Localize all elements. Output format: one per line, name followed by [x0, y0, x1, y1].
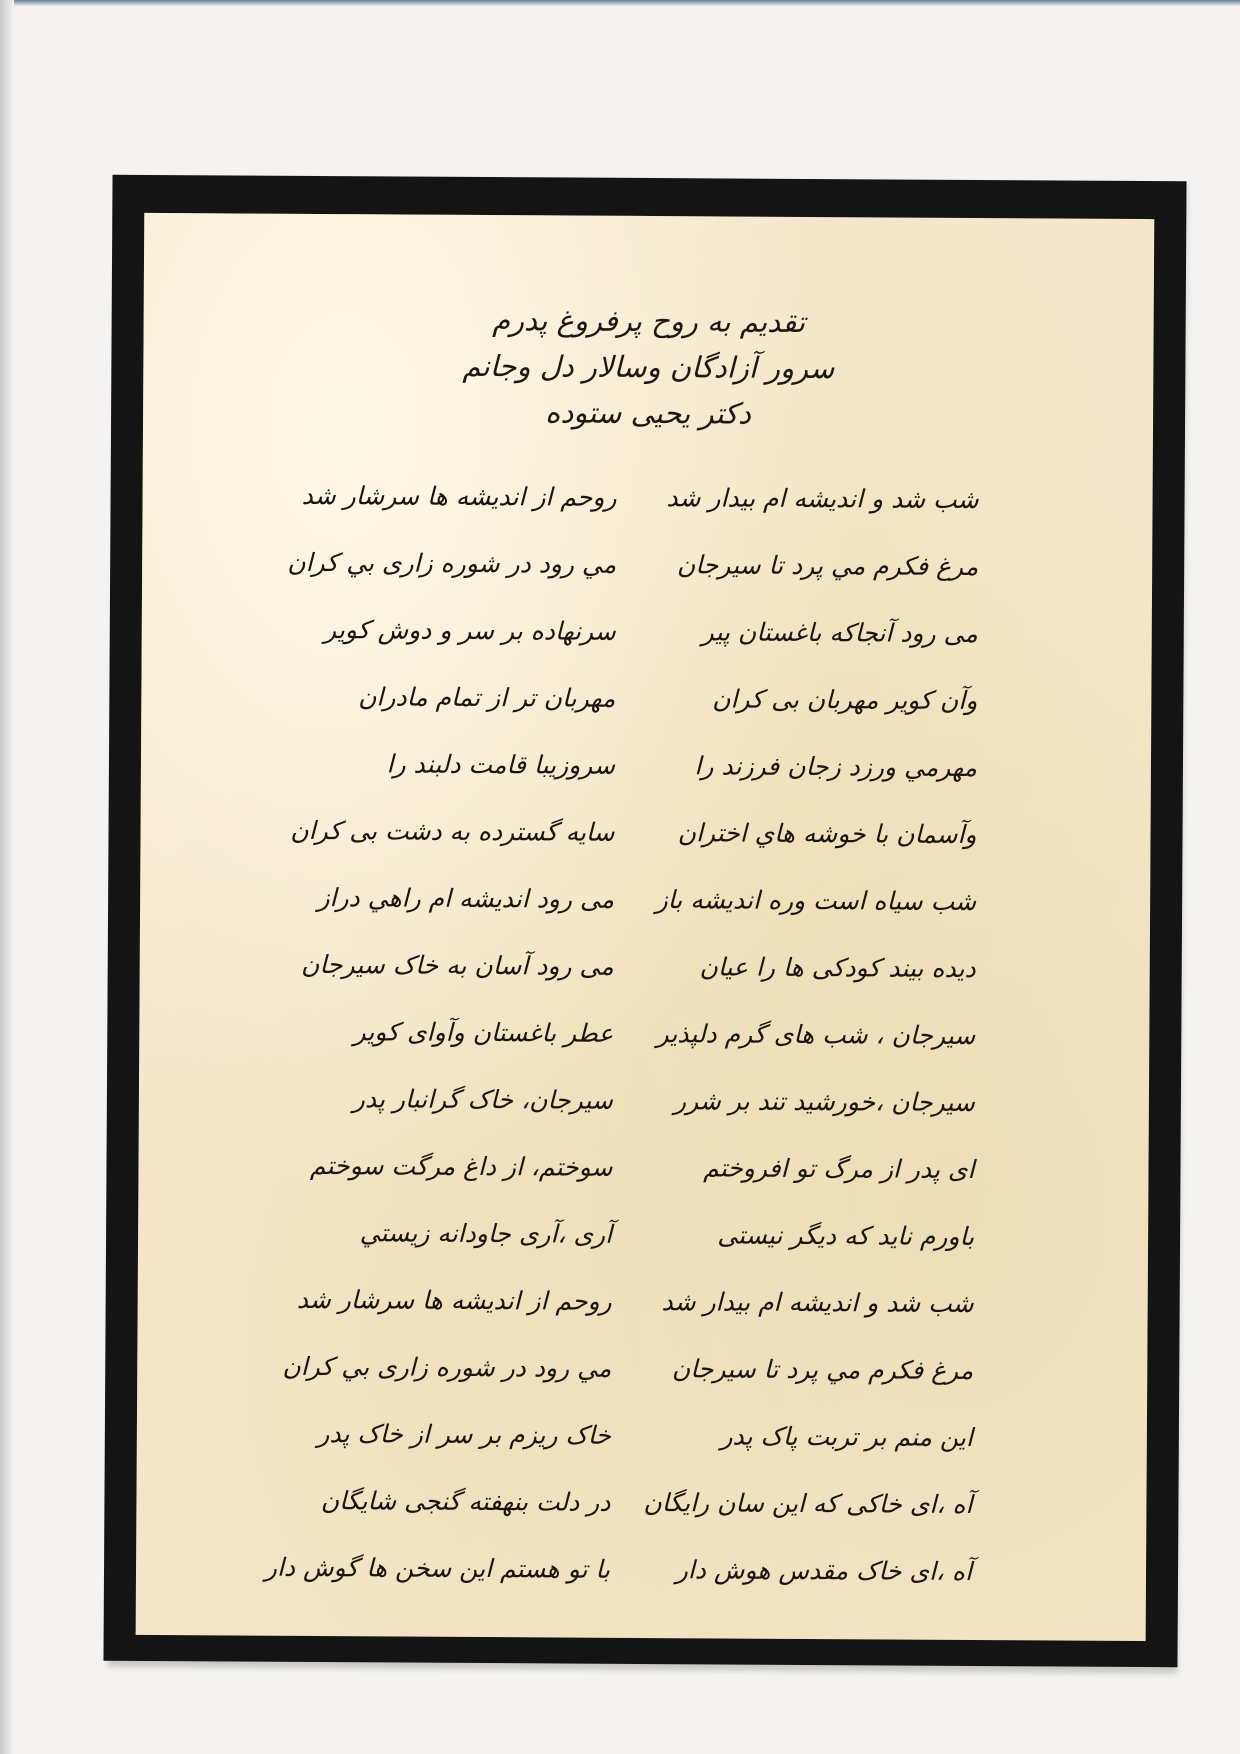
verse-right: شب شد و اندیشه ام بیدار شد: [661, 1287, 974, 1319]
parchment-panel: [136, 213, 1155, 1641]
verse-right: سیرجان ، شب های گرم دلپذیر: [656, 1019, 976, 1051]
verse-left: سایه گسترده به دشت بی کران: [290, 815, 615, 847]
verse-right: وآن کویر مهربان بی کران: [712, 684, 978, 716]
verse-left: روحم از اندیشه ها سرشار شد: [296, 1284, 612, 1316]
verse-right: شب شد و اندیشه ام بیدار شد: [666, 483, 979, 515]
verse-left: سروزیبا قامت دلبند را: [386, 749, 616, 780]
verse-left: با تو هستم این سخن ها گوش دار: [264, 1552, 611, 1584]
verse-left: سرنهاده بر سر و دوش کویر: [324, 615, 616, 646]
scan-left-edge: [0, 0, 14, 1754]
dedication-heading: [143, 295, 1154, 439]
dedication-line-3: دکتر یحیی ستوده: [545, 395, 752, 431]
verse-left: مي رود در شوره زاری بي کران: [287, 547, 617, 579]
verse-left: عطر باغستان وآوای کویر: [353, 1017, 614, 1048]
verse-right: دیده بیند کودکی ها را عیان: [699, 952, 976, 984]
dedication-line-2: سرور آزادگان وسالار دل وجانم: [462, 348, 835, 386]
verse-right: باورم ناید که دیگر نیستی: [717, 1220, 975, 1252]
verse-right: وآسمان با خوشه هاي اختران: [677, 818, 977, 850]
verse-left: روحم از اندیشه ها سرشار شد: [301, 480, 617, 512]
verse-left: می رود آسان به خاک سیرجان: [300, 949, 614, 981]
poem-verses: [264, 462, 1003, 1605]
dedication-line-1: تقدیم به روح پرفروغ پدرم: [492, 303, 806, 339]
verse-right: مرغ فکرم مي پرد تا سیرجان: [676, 550, 979, 582]
verse-right: مهرمي ورزد زجان فرزند را: [694, 751, 978, 783]
verse-left: سوختم، از داغ مرگت سوختم: [309, 1150, 613, 1182]
verse-left: آری ،آری جاودانه زیستي: [359, 1218, 613, 1249]
verse-right: آه ،ای خاکی که این سان رایگان: [643, 1488, 973, 1520]
verse-right: مرغ فکرم مي پرد تا سیرجان: [671, 1354, 974, 1386]
verse-left: مي رود در شوره زاری بي کران: [282, 1351, 612, 1383]
verse-right: شب سیاه است وره اندیشه باز: [655, 885, 977, 917]
verse-left: در دلت بنهفته گنجی شایگان: [320, 1486, 611, 1517]
verse-right: آه ،ای خاک مقدس هوش دار: [675, 1555, 973, 1587]
scan-top-edge: [0, 0, 1240, 6]
verse-left: می رود اندیشه ام راهي دراز: [317, 882, 615, 914]
verse-right: سیرجان ،خورشید تند بر شرر: [673, 1086, 975, 1118]
memorial-card: [103, 175, 1186, 1668]
verse-right: ای پدر از مرگ تو افروختم: [703, 1153, 975, 1185]
verse-left: خاک ریزم بر سر از خاک پدر: [317, 1419, 611, 1450]
verse-right: این منم بر تربت پاک پدر: [720, 1421, 973, 1453]
verse-left: سیرجان، خاک گرانبار پدر: [352, 1084, 613, 1115]
verse-right: می رود آنجاکه باغستان پیر: [701, 617, 978, 649]
verse-left: مهربان تر از تمام مادران: [358, 682, 616, 713]
